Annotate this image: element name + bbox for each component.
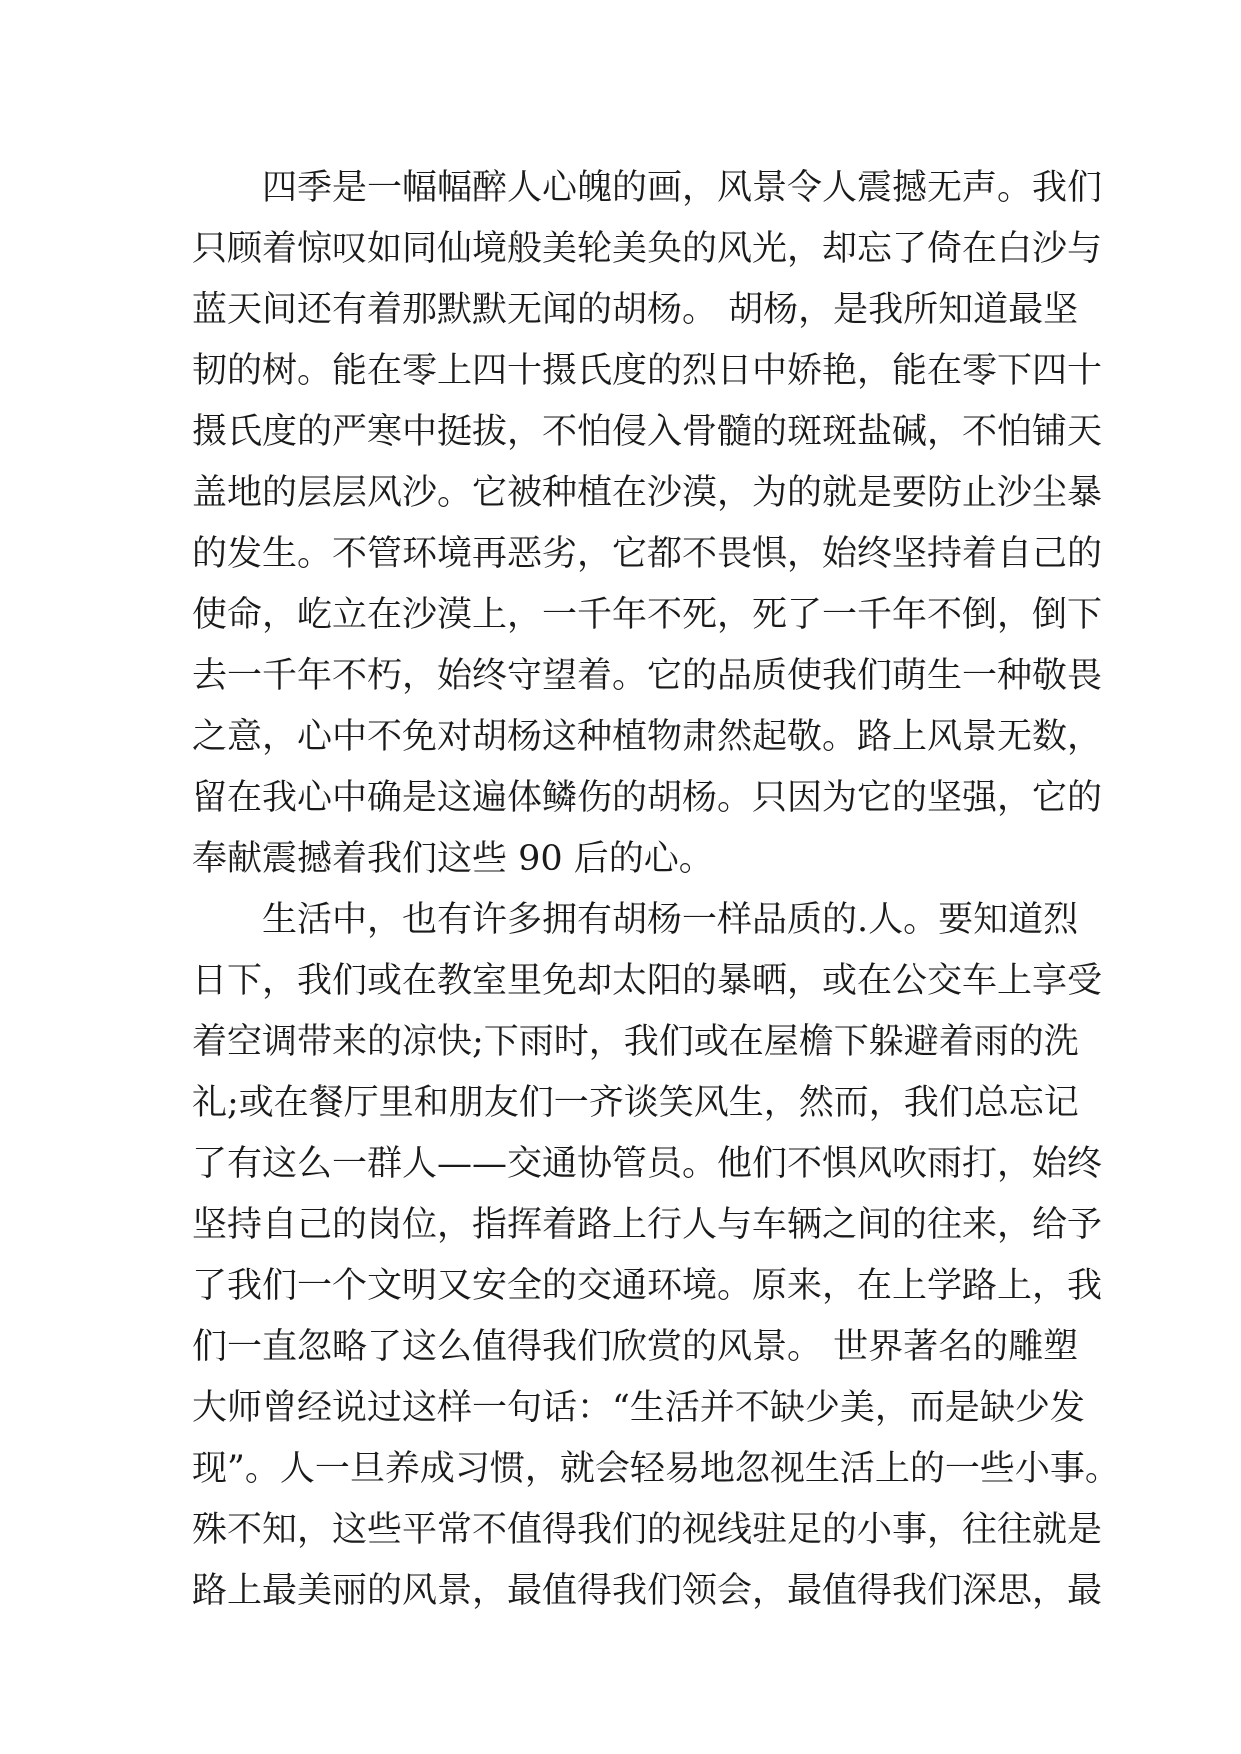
paragraph-line: 礼;或在餐厅里和朋友们一齐谈笑风生，然而，我们总忘记: [192, 1083, 1079, 1123]
paragraph-line: 日下，我们或在教室里免却太阳的暴晒，或在公交车上享受: [192, 961, 1103, 1001]
paragraph-line: 使命，屹立在沙漠上，一千年不死，死了一千年不倒，倒下: [192, 595, 1103, 635]
paragraph-line: 坚持自己的岗位，指挥着路上行人与车辆之间的往来，给予: [192, 1205, 1103, 1245]
paragraph-2: [192, 890, 1120, 1622]
paragraph-line: 留在我心中确是这遍体鳞伤的胡杨。只因为它的坚强，它的: [192, 778, 1103, 818]
paragraph-line: 韧的树。能在零上四十摄氏度的烈日中娇艳，能在零下四十: [192, 351, 1103, 391]
paragraph-line: 大师曾经说过这样一句话：“生活并不缺少美，而是缺少发: [192, 1388, 1085, 1428]
paragraph-line: 四季是一幅幅醉人心魄的画，风景令人震撼无声。我们: [262, 168, 1103, 208]
paragraph-line: 盖地的层层风沙。它被种植在沙漠，为的就是要防止沙尘暴: [192, 473, 1103, 513]
paragraph-line: 现”。人一旦养成习惯，就会轻易地忽视生活上的一些小事。: [192, 1449, 1120, 1489]
paragraph-line: 生活中，也有许多拥有胡杨一样品质的.人。要知道烈: [262, 900, 1079, 940]
paragraph-line: 路上最美丽的风景，最值得我们领会，最值得我们深思，最: [192, 1571, 1103, 1611]
paragraph-line: 了我们一个文明又安全的交通环境。原来，在上学路上，我: [192, 1266, 1103, 1306]
paragraph-line: 的发生。不管环境再恶劣，它都不畏惧，始终坚持着自己的: [192, 534, 1103, 574]
paragraph-line: 殊不知，这些平常不值得我们的视线驻足的小事，往往就是: [192, 1510, 1103, 1550]
paragraph-line: 奉献震撼着我们这些 90 后的心。: [192, 839, 714, 879]
paragraph-line: 去一千年不朽，始终守望着。它的品质使我们萌生一种敬畏: [192, 656, 1103, 696]
document-body: [192, 158, 1120, 1622]
paragraph-line: 摄氏度的严寒中挺拔，不怕侵入骨髓的斑斑盐碱，不怕铺天: [192, 412, 1103, 452]
paragraph-1: [192, 158, 1103, 890]
paragraph-line: 之意，心中不免对胡杨这种植物肃然起敬。路上风景无数，: [192, 717, 1103, 757]
paragraph-line: 着空调带来的凉快;下雨时，我们或在屋檐下躲避着雨的洗: [192, 1022, 1079, 1062]
paragraph-line: 了有这么一群人——交通协管员。他们不惧风吹雨打，始终: [192, 1144, 1103, 1184]
paragraph-line: 们一直忽略了这么值得我们欣赏的风景。 世界著名的雕塑: [192, 1327, 1079, 1367]
paragraph-line: 蓝天间还有着那默默无闻的胡杨。 胡杨，是我所知道最坚: [192, 290, 1079, 330]
paragraph-line: 只顾着惊叹如同仙境般美轮美奂的风光，却忘了倚在白沙与: [192, 229, 1103, 269]
